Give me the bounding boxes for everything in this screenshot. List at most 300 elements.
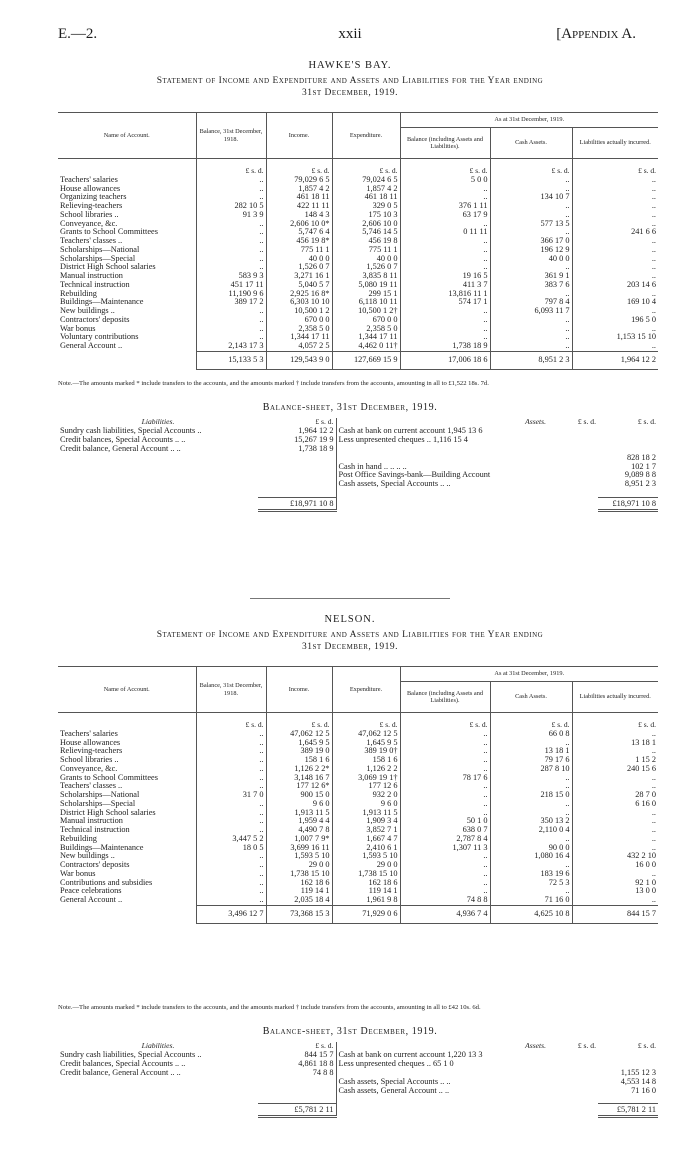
amount-bi: .. [400, 887, 490, 896]
asset-amount: 828 18 2 [626, 453, 656, 462]
total-ca: 4,625 10 8 [490, 905, 572, 923]
amount-exp: 1,526 0 7 [332, 263, 400, 272]
amount-ca: 134 10 7 [490, 193, 572, 202]
amount-ca: 350 13 2 [490, 817, 572, 826]
table-row [58, 342, 658, 351]
amount-bal: .. [196, 220, 266, 229]
total-bi: 17,006 18 6 [400, 351, 490, 369]
units-label: £ s. d. [266, 159, 332, 176]
account-name: Contractors' deposits [60, 861, 130, 869]
liability-amount: 1,964 12 2 [258, 427, 336, 436]
amount-inc: 422 11 11 [266, 202, 332, 211]
amount-ca: .. [490, 228, 572, 237]
table-row [58, 817, 658, 826]
amount-ca: 1,080 16 4 [490, 852, 572, 861]
amount-ca: .. [490, 325, 572, 334]
amount-bal: 91 3 9 [196, 211, 266, 220]
amount-bi: .. [400, 747, 490, 756]
totals-spacer [58, 351, 196, 369]
account-name: Manual instruction [60, 272, 123, 280]
amount-bal: .. [196, 333, 266, 342]
amount-bal: .. [196, 263, 266, 272]
total-li: 1,964 12 2 [572, 351, 658, 369]
amount-ca: .. [490, 782, 572, 791]
amount-exp: 40 0 0 [332, 255, 400, 264]
asset-subamount [548, 1060, 598, 1069]
units-label: £ s. d. [332, 159, 400, 176]
amount-inc: 1,959 4 4 [266, 817, 332, 826]
amount-bi: .. [400, 809, 490, 818]
amount-inc: 1,526 0 7 [266, 263, 332, 272]
balance-sheet-nelson [58, 1042, 658, 1118]
col-income-header: Income. [266, 667, 332, 713]
liability-label: Sundry cash liabilities, Special Accounts .. [60, 1050, 202, 1059]
account-name: School libraries .. [60, 210, 119, 219]
amount-bal: .. [196, 826, 266, 835]
table-row [58, 870, 658, 879]
col-balance-header: Balance, 31st December, 1918. [196, 667, 266, 713]
amount-bi: 50 1 0 [400, 817, 490, 826]
col-balance-header: Balance, 31st December, 1918. [196, 113, 266, 159]
amount-bi: 574 17 1 [400, 298, 490, 307]
liability-amount [258, 471, 336, 480]
liabilities-heading: Liabilities. [141, 1042, 175, 1050]
amount-inc: 6,303 10 10 [266, 298, 332, 307]
asset-label: Cash at bank on current account 1,220 13 3 [338, 1050, 483, 1059]
asset-amount: 8,951 2 3 [624, 480, 656, 489]
amount-bal: 31 7 0 [196, 791, 266, 800]
totals-spacer [58, 905, 196, 923]
amount-bi: 2,787 8 4 [400, 835, 490, 844]
amount-li: 240 15 6 [572, 765, 658, 774]
account-name: Contributions and subsidies [60, 878, 153, 887]
amount-li: .. [572, 817, 658, 826]
amount-inc: 775 11 1 [266, 246, 332, 255]
amount-exp: 1,738 15 10 [332, 870, 400, 879]
amount-bi: .. [400, 325, 490, 334]
table-row [58, 800, 658, 809]
units-label: £ s. d. [266, 713, 332, 730]
amount-li: 13 0 0 [572, 887, 658, 896]
amount-exp: 175 10 3 [332, 211, 400, 220]
account-name: Grants to School Committees [60, 773, 158, 782]
asset-label: Cash assets, Special Accounts .. .. [338, 1077, 451, 1086]
section-divider [250, 598, 450, 599]
amount-bi: .. [400, 852, 490, 861]
total-bal: 3,496 12 7 [196, 905, 266, 923]
amount-ca: .. [490, 176, 572, 185]
units-label: £ s. d. [490, 159, 572, 176]
total-bal: 15,133 5 3 [196, 351, 266, 369]
amount-bal: .. [196, 325, 266, 334]
amount-bi: 376 1 11 [400, 202, 490, 211]
account-name: House allowances [60, 738, 121, 747]
header-right: [Appendix A. [556, 26, 636, 42]
amount-inc: 1,344 17 11 [266, 333, 332, 342]
table-row [58, 826, 658, 835]
totals-row [58, 905, 658, 923]
table-row [58, 747, 658, 756]
amount-exp: 119 14 1 [332, 887, 400, 896]
table-row [58, 202, 658, 211]
amount-inc: 1,593 5 10 [266, 852, 332, 861]
table-row [58, 246, 658, 255]
amount-li: 432 2 10 [572, 852, 658, 861]
units-label: £ s. d. [577, 418, 596, 426]
footnote-hawkes-bay: Note.—The amounts marked * include transfers to the accounts, and the amounts marked † include transfers from the accounts, amounting in all to £1,522 18s. 7d. [58, 380, 489, 387]
amount-bal: .. [196, 307, 266, 316]
asset-subamount [548, 463, 598, 472]
asset-label [336, 445, 548, 454]
amount-li: 6 16 0 [572, 800, 658, 809]
statement-table-nelson [58, 666, 658, 924]
liability-label [58, 1078, 258, 1087]
amount-li: 13 18 1 [572, 739, 658, 748]
table-row [58, 879, 658, 888]
account-name: Buildings—Maintenance [60, 843, 144, 852]
amount-inc: 1,007 7 9* [266, 835, 332, 844]
amount-ca: 79 17 6 [490, 756, 572, 765]
liability-label: Credit balance, General Account .. .. [60, 444, 181, 453]
statement-title-nelson: Statement of Income and Expenditure and Assets and Liabilities for the Year ending [156, 630, 544, 640]
asset-subamount [548, 445, 598, 454]
amount-li: .. [572, 826, 658, 835]
amount-exp: 158 1 6 [332, 756, 400, 765]
amount-bi: 63 17 9 [400, 211, 490, 220]
total-liabilities: £18,971 10 8 [258, 497, 336, 510]
page-header [0, 26, 700, 46]
balance-sheet-row [58, 1060, 658, 1069]
amount-inc: 456 19 8* [266, 237, 332, 246]
units-label: £ s. d. [637, 1042, 656, 1050]
asset-subamount [548, 1087, 598, 1096]
amount-inc: 1,913 11 5 [266, 809, 332, 818]
amount-bi: .. [400, 316, 490, 325]
amount-bi: .. [400, 782, 490, 791]
amount-bi: 74 8 8 [400, 896, 490, 905]
amount-inc: 4,057 2 5 [266, 342, 332, 351]
amount-inc: 461 18 11 [266, 193, 332, 202]
amount-exp: 1,645 9 5 [332, 739, 400, 748]
amount-inc: 148 4 3 [266, 211, 332, 220]
asset-amount: 4,553 14 8 [620, 1077, 656, 1086]
account-name: Voluntary contributions [60, 333, 139, 342]
amount-li: .. [572, 342, 658, 351]
amount-li: 1,153 15 10 [572, 333, 658, 342]
amount-bi: .. [400, 333, 490, 342]
amount-ca: .. [490, 263, 572, 272]
liability-amount: 15,267 19 9 [258, 436, 336, 445]
amount-bal: .. [196, 739, 266, 748]
amount-ca: .. [490, 887, 572, 896]
table-row [58, 809, 658, 818]
amount-bi: .. [400, 185, 490, 194]
table-row [58, 791, 658, 800]
asset-label: Less unpresented cheques .. 65 1 0 [338, 1059, 454, 1068]
col-name-header: Name of Account. [58, 113, 196, 159]
asset-label [336, 1069, 548, 1078]
amount-exp: 1,909 3 4 [332, 817, 400, 826]
amount-ca: 40 0 0 [490, 255, 572, 264]
account-name: General Account .. [60, 342, 123, 350]
amount-li: 28 7 0 [572, 791, 658, 800]
assets-heading: Assets. [525, 418, 546, 426]
amount-ca: 361 9 1 [490, 272, 572, 281]
amount-bal: .. [196, 887, 266, 896]
amount-bi: .. [400, 765, 490, 774]
amount-bi: .. [400, 791, 490, 800]
amount-li: 196 5 0 [572, 316, 658, 325]
liability-amount [258, 454, 336, 463]
amount-bal: .. [196, 193, 266, 202]
amount-inc: 29 0 0 [266, 861, 332, 870]
amount-bal: .. [196, 852, 266, 861]
amount-exp: 10,500 1 2† [332, 307, 400, 316]
table-row [58, 333, 658, 342]
account-name: Technical instruction [60, 826, 130, 834]
amount-exp: 47,062 12 5 [332, 730, 400, 739]
total-bi: 4,936 7 4 [400, 905, 490, 923]
amount-inc: 3,148 16 7 [266, 774, 332, 783]
table-row [58, 774, 658, 783]
asset-amount: 71 16 0 [631, 1086, 656, 1095]
balance-sheet-row [58, 436, 658, 445]
units-label: £ s. d. [196, 159, 266, 176]
amount-exp: 177 12 6 [332, 782, 400, 791]
table-row [58, 835, 658, 844]
amount-inc: 2,606 10 0* [266, 220, 332, 229]
amount-ca: 72 5 3 [490, 879, 572, 888]
asset-subamount [548, 427, 598, 436]
amount-exp: 2,358 5 0 [332, 325, 400, 334]
balance-sheet-hawkes-bay [58, 418, 658, 512]
statement-table-hawkes-bay [58, 112, 658, 370]
amount-exp: 2,410 6 1 [332, 844, 400, 853]
total-assets: £5,781 2 11 [598, 1103, 658, 1116]
units-label: £ s. d. [490, 713, 572, 730]
amount-li: .. [572, 870, 658, 879]
total-li: 844 15 7 [572, 905, 658, 923]
amount-ca: .. [490, 800, 572, 809]
liability-label [58, 471, 258, 480]
amount-bal: .. [196, 896, 266, 905]
balance-sheet-total [58, 497, 658, 510]
table-row [58, 739, 658, 748]
asset-subamount [548, 471, 598, 480]
amount-bi: 638 0 7 [400, 826, 490, 835]
amount-li: .. [572, 263, 658, 272]
account-name: Rebuilding [60, 289, 97, 298]
amount-bi: 78 17 6 [400, 774, 490, 783]
units-label: £ s. d. [400, 713, 490, 730]
balance-sheet-row [58, 480, 658, 489]
amount-li: .. [572, 193, 658, 202]
amount-bal: 18 0 5 [196, 844, 266, 853]
account-name: Scholarships—Special [60, 254, 136, 263]
asset-label: Cash in hand .. .. .. .. [338, 462, 407, 471]
units-label: £ s. d. [572, 713, 658, 730]
amount-bal: .. [196, 765, 266, 774]
balance-sheet-row [58, 463, 658, 472]
amount-ca: .. [490, 774, 572, 783]
table-row [58, 281, 658, 290]
amount-inc: 10,500 1 2 [266, 307, 332, 316]
amount-bal: .. [196, 237, 266, 246]
amount-ca: .. [490, 333, 572, 342]
account-name: Scholarships—Special [60, 799, 136, 808]
amount-bal: 2,143 17 3 [196, 342, 266, 351]
amount-bi: .. [400, 879, 490, 888]
col-balance-incl-header: Balance (including Assets and Liabilities). [400, 682, 490, 713]
table-row [58, 887, 658, 896]
total-assets: £18,971 10 8 [598, 497, 658, 510]
amount-bi: 1,738 18 9 [400, 342, 490, 351]
amount-inc: 40 0 0 [266, 255, 332, 264]
amount-bal: .. [196, 176, 266, 185]
amount-li: .. [572, 896, 658, 905]
liability-label: Credit balance, General Account .. .. [60, 1068, 181, 1077]
asset-subamount [548, 1051, 598, 1060]
amount-ca: .. [490, 185, 572, 194]
asset-amount [598, 1051, 658, 1060]
amount-exp: 1,961 9 8 [332, 896, 400, 905]
col-expenditure-header: Expenditure. [332, 667, 400, 713]
amount-bal: 451 17 11 [196, 281, 266, 290]
liability-amount [258, 463, 336, 472]
amount-inc: 47,062 12 5 [266, 730, 332, 739]
amount-bi: 411 3 7 [400, 281, 490, 290]
account-name: Technical instruction [60, 280, 130, 289]
liability-amount: 74 8 8 [258, 1069, 336, 1078]
table-row [58, 756, 658, 765]
account-name: Buildings—Maintenance [60, 298, 144, 307]
liability-label [58, 454, 258, 463]
amount-li: 203 14 6 [572, 281, 658, 290]
liability-label: Credit balances, Special Accounts .. .. [60, 1059, 186, 1068]
amount-inc: 5,040 5 7 [266, 281, 332, 290]
col-group-header: As at 31st December, 1919. [400, 667, 658, 682]
table-row [58, 220, 658, 229]
col-liabilities-header: Liabilities actually incurred. [572, 128, 658, 159]
balance-sheet-row [58, 445, 658, 454]
amount-bi: .. [400, 870, 490, 879]
amount-exp: 1,913 11 5 [332, 809, 400, 818]
amount-inc: 2,358 5 0 [266, 325, 332, 334]
amount-ca: 577 13 5 [490, 220, 572, 229]
liability-label: Sundry cash liabilities, Special Accounts .. [60, 426, 202, 435]
amount-bi: .. [400, 263, 490, 272]
col-cash-assets-header: Cash Assets. [490, 128, 572, 159]
amount-li: .. [572, 809, 658, 818]
total-inc: 73,368 15 3 [266, 905, 332, 923]
amount-inc: 1,126 2 2* [266, 765, 332, 774]
amount-bi: 13,816 11 1 [400, 290, 490, 299]
amount-li: .. [572, 835, 658, 844]
table-row [58, 298, 658, 307]
amount-ca: 6,093 11 7 [490, 307, 572, 316]
amount-inc: 670 0 0 [266, 316, 332, 325]
account-name: War bonus [60, 869, 96, 878]
liability-label [58, 480, 258, 489]
table-row [58, 316, 658, 325]
amount-bi: 19 16 5 [400, 272, 490, 281]
table-row [58, 861, 658, 870]
table-row [58, 896, 658, 905]
table-row [58, 193, 658, 202]
amount-inc: 158 1 6 [266, 756, 332, 765]
amount-inc: 389 19 0 [266, 747, 332, 756]
amount-bal: .. [196, 879, 266, 888]
table-row [58, 844, 658, 853]
amount-bal: .. [196, 861, 266, 870]
units-label: £ s. d. [258, 418, 336, 427]
account-name: Grants to School Committees [60, 228, 158, 237]
amount-exp: 1,126 2 2 [332, 765, 400, 774]
amount-bal: .. [196, 228, 266, 237]
amount-inc: 5,747 6 4 [266, 228, 332, 237]
units-label: £ s. d. [400, 159, 490, 176]
col-name-header: Name of Account. [58, 667, 196, 713]
col-group-header: As at 31st December, 1919. [400, 113, 658, 128]
account-name: Teachers' classes .. [60, 782, 123, 791]
total-exp: 127,669 15 9 [332, 351, 400, 369]
account-name: District High School salaries [60, 263, 156, 272]
account-name: Manual instruction [60, 817, 123, 826]
amount-bal: 282 10 5 [196, 202, 266, 211]
total-inc: 129,543 9 0 [266, 351, 332, 369]
table-row [58, 272, 658, 281]
account-name: New buildings .. [60, 307, 115, 315]
account-name: School libraries .. [60, 756, 119, 764]
amount-bi: .. [400, 861, 490, 870]
amount-bal: .. [196, 185, 266, 194]
amount-li: .. [572, 176, 658, 185]
col-liabilities-header: Liabilities actually incurred. [572, 682, 658, 713]
amount-bal: .. [196, 316, 266, 325]
amount-inc: 900 15 0 [266, 791, 332, 800]
units-spacer [58, 713, 196, 730]
balance-sheet-row [58, 471, 658, 480]
statement-date-nelson: 31st December, 1919. [301, 642, 399, 652]
table-row [58, 228, 658, 237]
account-name: House allowances [60, 184, 121, 193]
amount-ca: .. [490, 342, 572, 351]
amount-li: .. [572, 272, 658, 281]
col-cash-assets-header: Cash Assets. [490, 682, 572, 713]
asset-amount [598, 436, 658, 445]
asset-subamount [548, 1069, 598, 1078]
liability-label: Credit balances, Special Accounts .. .. [60, 435, 186, 444]
table-row [58, 237, 658, 246]
amount-exp: 456 19 8 [332, 237, 400, 246]
amount-bi: .. [400, 193, 490, 202]
liability-label [58, 463, 258, 472]
amount-exp: 1,857 4 2 [332, 185, 400, 194]
table-row [58, 782, 658, 791]
amount-ca: .. [490, 809, 572, 818]
amount-exp: 299 15 1 [332, 290, 400, 299]
table-row [58, 730, 658, 739]
amount-exp: 9 6 0 [332, 800, 400, 809]
header-page-number: xxii [338, 26, 362, 42]
account-name: Peace celebrations [60, 887, 122, 896]
amount-inc: 3,271 16 1 [266, 272, 332, 281]
table-row [58, 290, 658, 299]
amount-inc: 1,738 15 10 [266, 870, 332, 879]
amount-li: .. [572, 782, 658, 791]
statement-date-hawkes-bay: 31st December, 1919. [301, 88, 399, 98]
amount-li: .. [572, 325, 658, 334]
